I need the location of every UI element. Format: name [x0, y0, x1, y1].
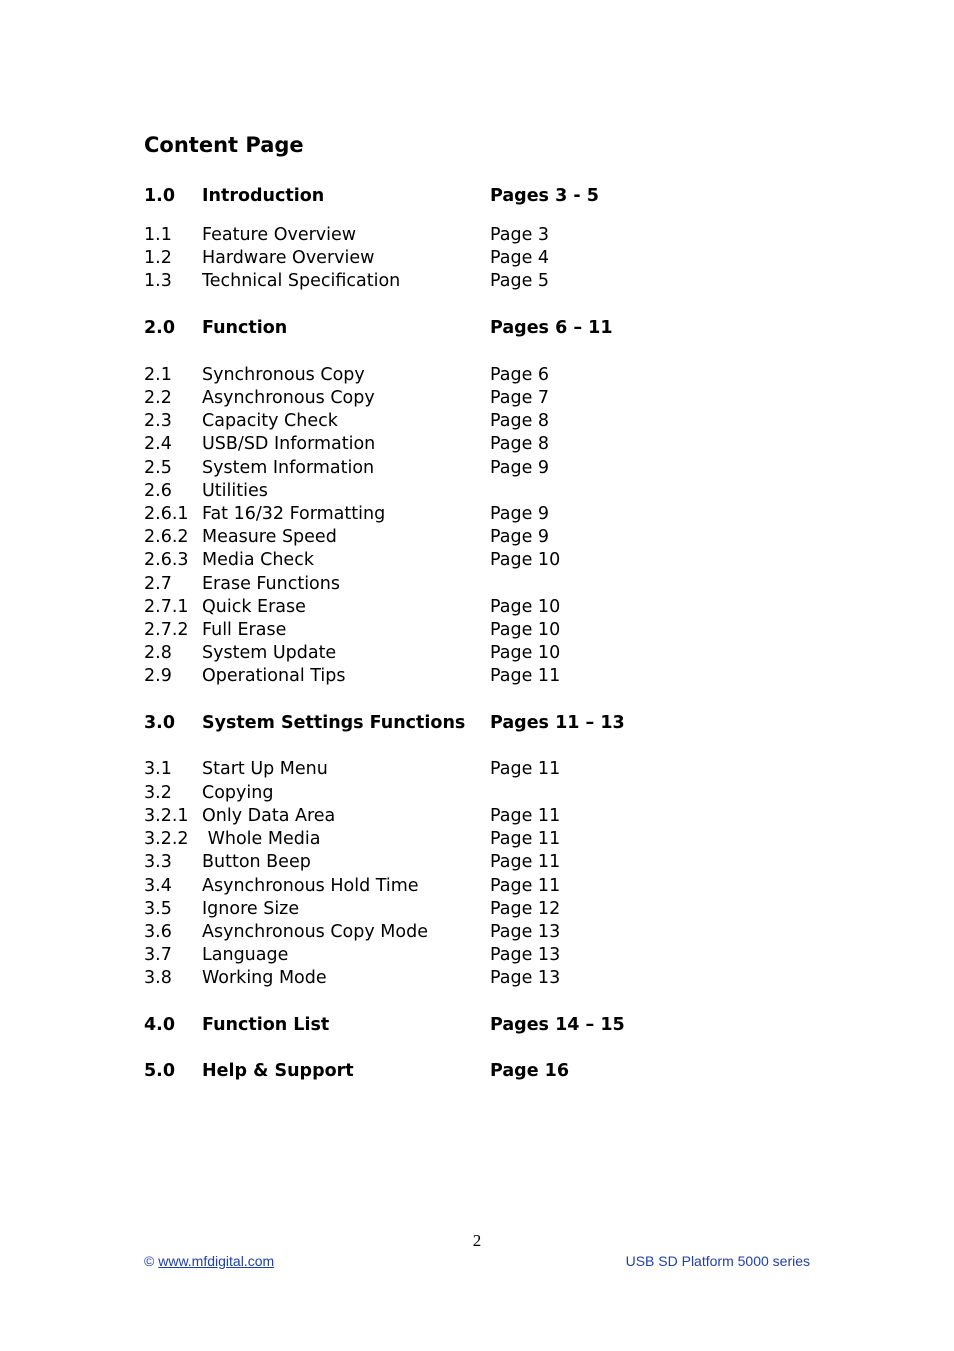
toc-section-heading — [144, 185, 704, 208]
toc-section-heading — [144, 712, 704, 735]
toc-entry — [144, 805, 704, 828]
toc-label: System Settings Functions — [202, 713, 466, 733]
toc-label: Synchronous Copy — [202, 365, 365, 385]
toc-number: 3.1 — [144, 759, 172, 779]
toc-number: 3.3 — [144, 852, 172, 872]
toc-label: Utilities — [202, 481, 268, 501]
toc-number: 2.5 — [144, 458, 172, 478]
toc-number: 3.2.2 — [144, 829, 189, 849]
toc-entry — [144, 828, 704, 851]
toc-number: 2.7.2 — [144, 620, 189, 640]
toc-page-ref: Page 11 — [490, 759, 561, 779]
toc-page-ref: Pages 11 – 13 — [490, 713, 625, 733]
toc-label: Full Erase — [202, 620, 287, 640]
toc-entry — [144, 967, 704, 990]
toc-label: Measure Speed — [202, 527, 337, 547]
toc-page-ref: Page 12 — [490, 899, 561, 919]
toc-label: Erase Functions — [202, 574, 340, 594]
toc-entry — [144, 480, 704, 503]
toc-number: 3.4 — [144, 876, 172, 896]
toc-entry — [144, 364, 704, 387]
toc-number: 1.3 — [144, 271, 172, 291]
toc-number: 2.0 — [144, 318, 176, 338]
website-link[interactable]: www.mfdigital.com — [158, 1253, 275, 1269]
toc-number: 2.7 — [144, 574, 172, 594]
toc-label: Media Check — [202, 550, 314, 570]
toc-number: 2.1 — [144, 365, 172, 385]
toc-label: Working Mode — [202, 968, 327, 988]
toc-number: 1.0 — [144, 186, 176, 206]
toc-label: Asynchronous Copy — [202, 388, 375, 408]
toc-page-ref: Page 7 — [490, 388, 550, 408]
toc-entry — [144, 665, 704, 688]
toc-page-ref: Page 6 — [490, 365, 550, 385]
toc-label: Function List — [202, 1015, 330, 1035]
toc-number: 2.8 — [144, 643, 172, 663]
footer-copyright — [144, 1253, 274, 1269]
toc-number: 2.6.2 — [144, 527, 189, 547]
toc-number: 2.4 — [144, 434, 172, 454]
toc-section-heading — [144, 317, 704, 340]
toc-page-ref: Page 10 — [490, 550, 561, 570]
toc-label: USB/SD Information — [202, 434, 376, 454]
toc-entry — [144, 619, 704, 642]
toc-entry — [144, 387, 704, 410]
copyright-symbol: © — [144, 1253, 155, 1269]
toc-label: Quick Erase — [202, 597, 306, 617]
toc-label: Fat 16/32 Formatting — [202, 504, 386, 524]
toc-page-ref: Page 8 — [490, 411, 550, 431]
toc-label: Technical Specification — [202, 271, 401, 291]
toc-label: Button Beep — [202, 852, 311, 872]
toc-page-ref: Page 11 — [490, 852, 561, 872]
toc-page-ref: Pages 3 - 5 — [490, 186, 599, 206]
toc-number: 3.2.1 — [144, 806, 189, 826]
footer-product-name: USB SD Platform 5000 series — [625, 1253, 810, 1269]
toc-number: 3.6 — [144, 922, 172, 942]
toc-entry — [144, 782, 704, 805]
toc-page-ref: Page 11 — [490, 666, 561, 686]
toc-entry — [144, 526, 704, 549]
toc-number: 2.6.3 — [144, 550, 189, 570]
toc-number: 1.2 — [144, 248, 172, 268]
toc-entry — [144, 642, 704, 665]
toc-label: Hardware Overview — [202, 248, 375, 268]
toc-page-ref: Page 3 — [490, 225, 550, 245]
toc-label: Introduction — [202, 186, 325, 206]
toc-page-ref: Page 8 — [490, 434, 550, 454]
toc-label: Copying — [202, 783, 274, 803]
toc-number: 2.9 — [144, 666, 172, 686]
toc-number: 3.8 — [144, 968, 172, 988]
toc-entry — [144, 224, 704, 247]
toc-entry — [144, 270, 704, 293]
toc-entry — [144, 410, 704, 433]
toc-page-ref: Page 4 — [490, 248, 550, 268]
toc-page-ref: Page 11 — [490, 829, 561, 849]
page-number: 2 — [472, 1231, 482, 1250]
toc-page-ref: Pages 6 – 11 — [490, 318, 613, 338]
toc-label: Operational Tips — [202, 666, 346, 686]
toc-entry — [144, 944, 704, 967]
toc-label: Capacity Check — [202, 411, 338, 431]
toc-number: 2.2 — [144, 388, 172, 408]
toc-page-ref: Page 13 — [490, 945, 561, 965]
toc-page-ref: Page 10 — [490, 643, 561, 663]
toc-page-ref: Page 9 — [490, 458, 550, 478]
toc-entry — [144, 503, 704, 526]
toc-page-ref: Page 11 — [490, 806, 561, 826]
toc-section-heading — [144, 1014, 704, 1037]
toc-label: Help & Support — [202, 1061, 354, 1081]
toc-label: Language — [202, 945, 289, 965]
toc-label: Ignore Size — [202, 899, 300, 919]
toc-page-ref: Page 10 — [490, 620, 561, 640]
toc-page-ref: Page 13 — [490, 922, 561, 942]
toc-number: 2.6 — [144, 481, 172, 501]
toc-section-heading — [144, 1060, 704, 1083]
toc-label: System Update — [202, 643, 337, 663]
toc-entry — [144, 247, 704, 270]
toc-label: Asynchronous Hold Time — [202, 876, 419, 896]
toc-number: 5.0 — [144, 1061, 176, 1081]
toc-number: 2.3 — [144, 411, 172, 431]
toc-number: 4.0 — [144, 1015, 176, 1035]
toc-label: Start Up Menu — [202, 759, 328, 779]
toc-page-ref: Page 9 — [490, 504, 550, 524]
page-title: Content Page — [144, 133, 304, 157]
toc-entry — [144, 898, 704, 921]
toc-entry — [144, 433, 704, 456]
toc-number: 3.0 — [144, 713, 176, 733]
toc-number: 3.7 — [144, 945, 172, 965]
toc-entry — [144, 573, 704, 596]
toc-entry — [144, 851, 704, 874]
toc-label: System Information — [202, 458, 375, 478]
toc-label: Feature Overview — [202, 225, 357, 245]
toc-page-ref: Pages 14 – 15 — [490, 1015, 625, 1035]
toc-number: 3.2 — [144, 783, 172, 803]
toc-entry — [144, 457, 704, 480]
toc-page-ref: Page 13 — [490, 968, 561, 988]
toc-label: Asynchronous Copy Mode — [202, 922, 428, 942]
toc-number: 1.1 — [144, 225, 172, 245]
toc-page-ref: Page 9 — [490, 527, 550, 547]
toc-label: Whole Media — [202, 829, 321, 849]
toc-page-ref: Page 16 — [490, 1061, 570, 1081]
toc-page-ref: Page 10 — [490, 597, 561, 617]
toc-page-ref: Page 5 — [490, 271, 550, 291]
toc-number: 2.7.1 — [144, 597, 189, 617]
toc-label: Only Data Area — [202, 806, 336, 826]
toc-entry — [144, 758, 704, 781]
toc-number: 2.6.1 — [144, 504, 189, 524]
toc-page-ref: Page 11 — [490, 876, 561, 896]
toc-entry — [144, 596, 704, 619]
toc-label: Function — [202, 318, 288, 338]
toc-number: 3.5 — [144, 899, 172, 919]
toc-entry — [144, 875, 704, 898]
toc-entry — [144, 549, 704, 572]
toc-entry — [144, 921, 704, 944]
